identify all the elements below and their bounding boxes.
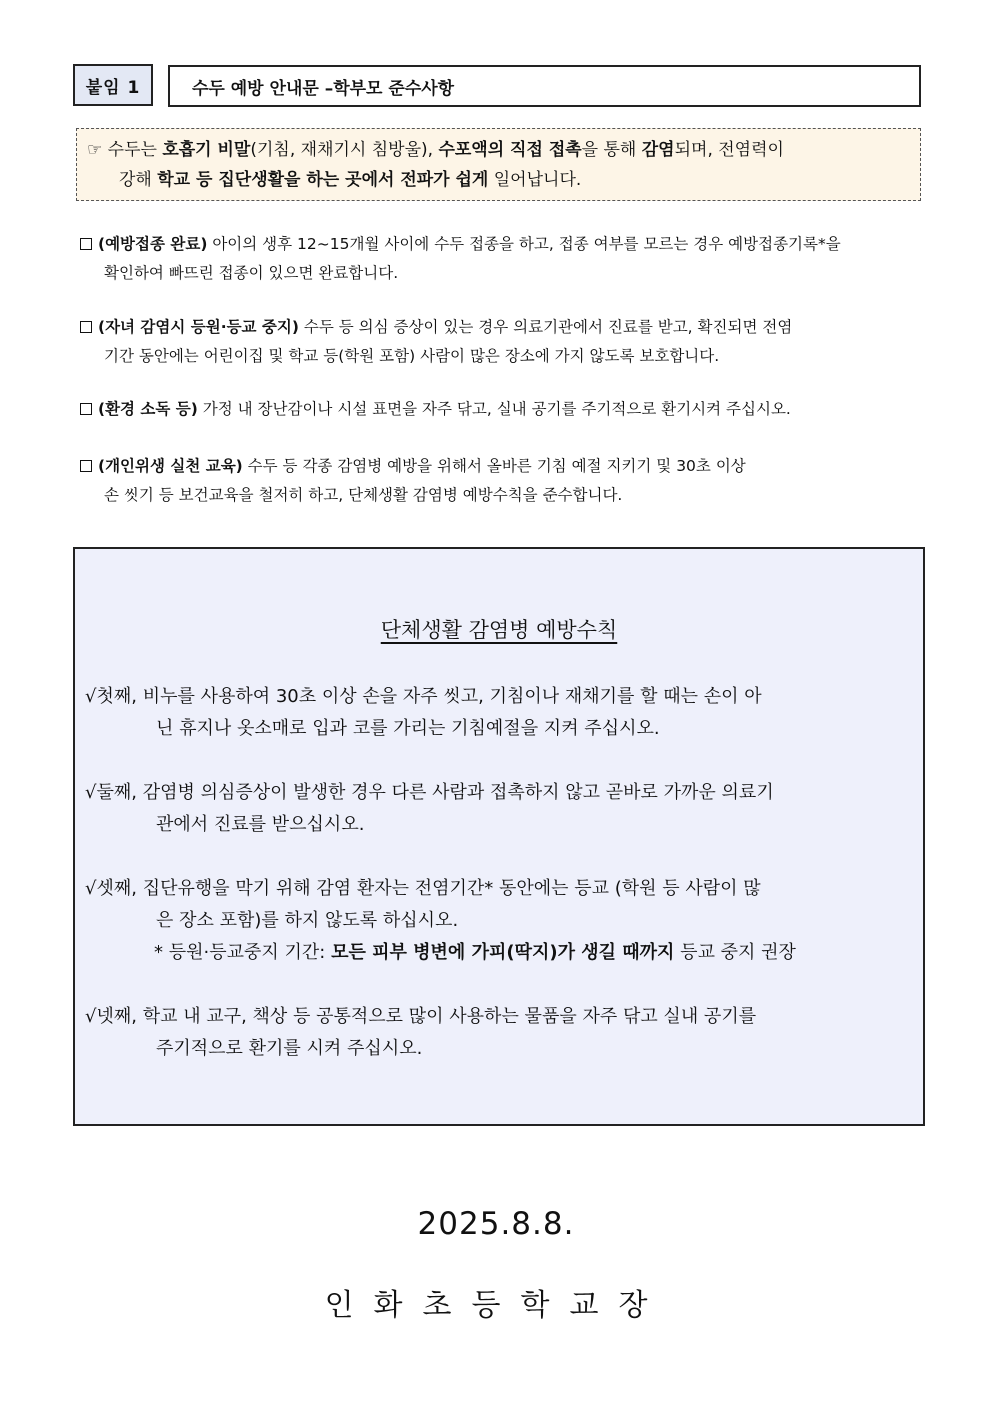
notice-line-2 <box>87 165 910 195</box>
rule-text: 감염병 의심증상이 발생한 경우 다른 사람과 접촉하지 않고 곧바로 가까운 의료기 <box>136 782 774 803</box>
item-lead: (예방접종 완료) <box>98 235 208 253</box>
rule-label: √셋째, <box>85 878 137 899</box>
guideline-item <box>80 395 925 424</box>
rule-note <box>85 937 917 969</box>
checkbox-square-icon <box>80 460 92 472</box>
checkbox-square-icon <box>80 238 92 250</box>
rule-label: √첫째, <box>85 686 137 707</box>
pointing-hand-icon: ☞ <box>87 140 103 160</box>
guideline-item <box>80 230 925 288</box>
rule-text: 닌 휴지나 옷소매로 입과 코를 가리는 기침예절을 지켜 주십시오. <box>156 718 660 739</box>
notice-box <box>76 128 921 201</box>
rule-second <box>85 777 917 841</box>
item-text: 가정 내 장난감이나 시설 표면을 자주 닦고, 실내 공기를 주기적으로 환기시켜 주십시오. <box>197 400 791 418</box>
item-text: 손 씻기 등 보건교육을 철저히 하고, 단체생활 감염병 예방수칙을 준수합니다. <box>104 486 623 504</box>
attachment-tag: 붙임 1 <box>73 64 153 106</box>
notice-bold: 감염 <box>641 140 675 160</box>
rule-text: 주기적으로 환기를 시켜 주십시오. <box>156 1038 423 1059</box>
item-lead: (자녀 감염시 등원·등교 중지) <box>98 318 299 336</box>
note-text: 등교 중지 권장 <box>674 942 796 963</box>
rule-first <box>85 681 917 745</box>
guideline-item <box>80 452 925 510</box>
notice-line-1 <box>87 135 910 165</box>
rule-third <box>85 873 917 969</box>
item-lead: (환경 소독 등) <box>98 400 198 418</box>
notice-bold: 학교 등 집단생활을 하는 곳에서 전파가 쉽게 <box>157 170 489 190</box>
checkbox-square-icon <box>80 321 92 333</box>
item-text: 아이의 생후 12~15개월 사이에 수두 접종을 하고, 접종 여부를 모르는 경우 예방접종기록*을 <box>207 235 841 253</box>
guideline-item <box>80 313 925 371</box>
notice-text: 일어납니다. <box>488 170 582 190</box>
rule-text: 관에서 진료를 받으십시오. <box>156 814 365 835</box>
document-title: 수두 예방 안내문 –학부모 준수사항 <box>168 65 921 107</box>
item-text: 기간 동안에는 어린이집 및 학교 등(학원 포함) 사람이 많은 장소에 가지 않도록 보호합니다. <box>104 347 720 365</box>
item-text: 수두 등 의심 증상이 있는 경우 의료기관에서 진료를 받고, 확진되면 전염 <box>298 318 793 336</box>
item-text: 확인하여 빠뜨린 접종이 있으면 완료합니다. <box>104 264 399 282</box>
note-bold: 모든 피부 병변에 가피(딱지)가 생길 때까지 <box>331 942 675 963</box>
rules-title: 단체생활 감염병 예방수칙 <box>380 618 618 642</box>
rule-label: √둘째, <box>85 782 137 803</box>
item-lead: (개인위생 실천 교육) <box>98 457 243 475</box>
item-text: 수두 등 각종 감염병 예방을 위해서 올바른 기침 예절 지키기 및 30초 이상 <box>242 457 746 475</box>
principal-signature: 인화초등학교장 <box>324 1288 668 1323</box>
notice-text: 강해 <box>119 170 158 190</box>
notice-text: 을 통해 <box>581 140 642 160</box>
document-date: 2025.8.8. <box>417 1206 575 1242</box>
note-text: * 등원·등교중지 기간: <box>154 942 332 963</box>
rule-text: 비누를 사용하여 30초 이상 손을 자주 씻고, 기침이나 재채기를 할 때는 손이 아 <box>136 686 762 707</box>
rule-fourth <box>85 1001 917 1065</box>
rule-text: 학교 내 교구, 책상 등 공통적으로 많이 사용하는 물품을 자주 닦고 실내 공기를 <box>136 1006 757 1027</box>
rule-label: √넷째, <box>85 1006 137 1027</box>
notice-bold: 수포액의 직접 접촉 <box>438 140 582 160</box>
checkbox-square-icon <box>80 403 92 415</box>
notice-text: 되며, 전염력이 <box>674 140 784 160</box>
notice-text: 수두는 <box>107 140 163 160</box>
notice-bold: 호흡기 비말 <box>162 140 251 160</box>
rule-text: 집단유행을 막기 위해 감염 환자는 전염기간* 동안에는 등교 (학원 등 사람이 많 <box>136 878 761 899</box>
prevention-rules-box <box>73 547 925 1126</box>
rule-text: 은 장소 포함)를 하지 않도록 하십시오. <box>156 910 459 931</box>
notice-text: (기침, 재채기시 침방울), <box>250 140 439 160</box>
